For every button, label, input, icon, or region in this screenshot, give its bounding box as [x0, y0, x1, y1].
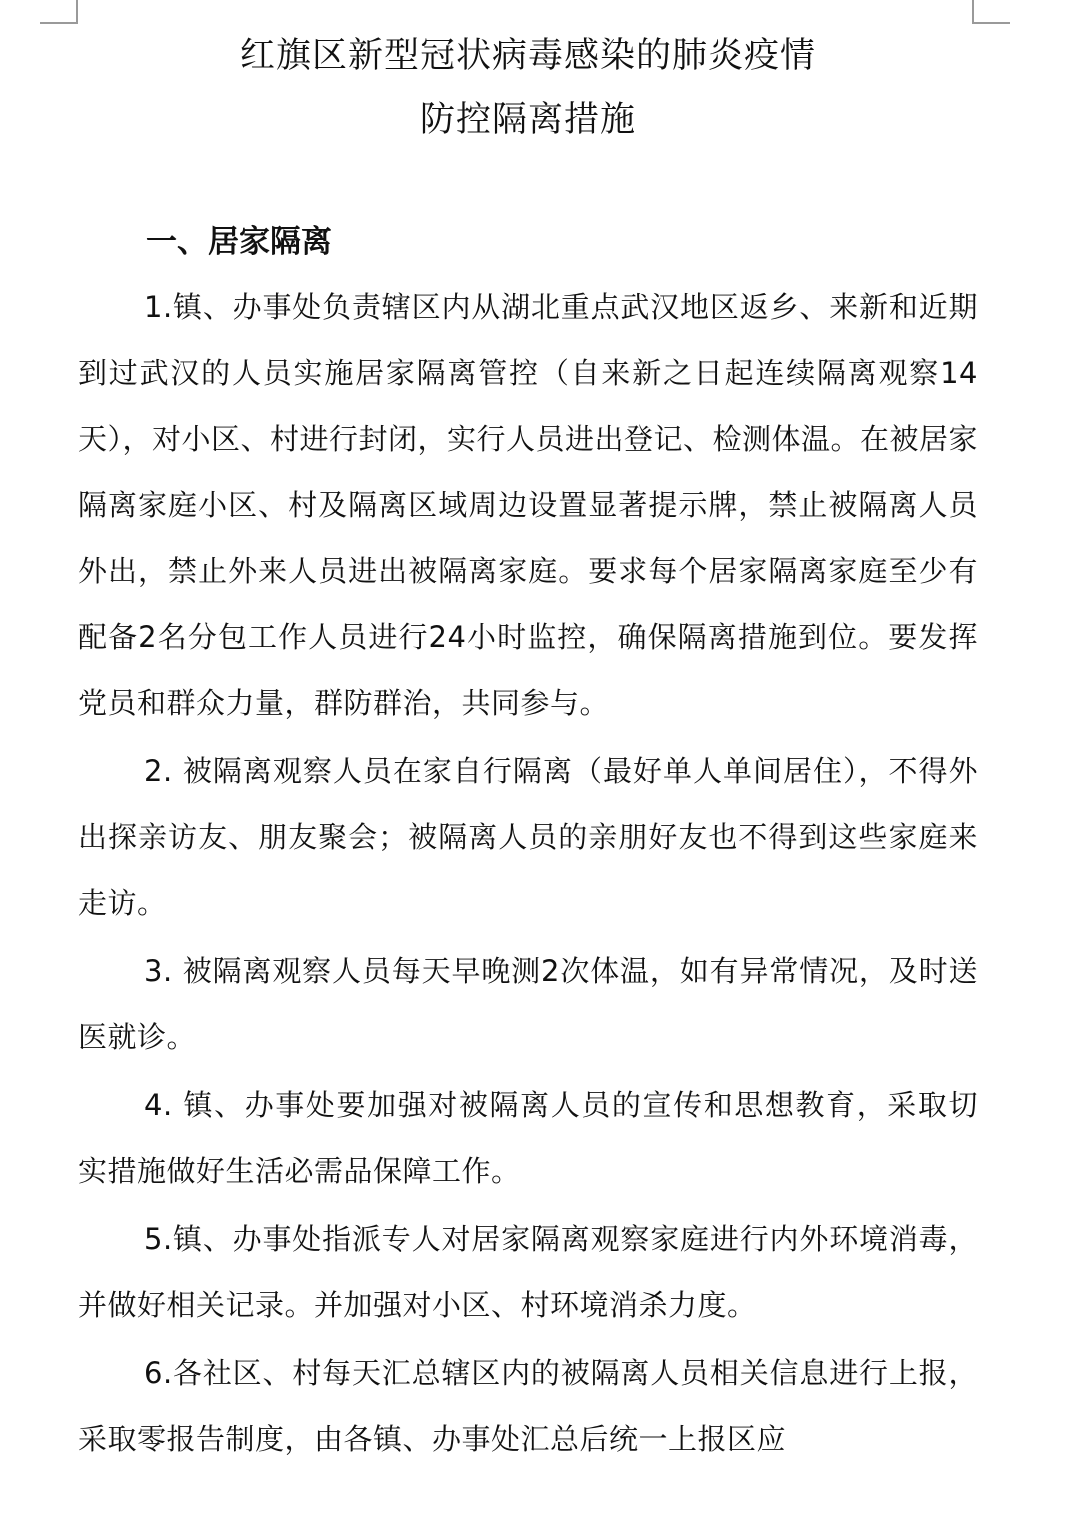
crop-mark-right — [972, 0, 1010, 24]
document-page — [78, 24, 978, 1472]
title-line-1: 红旗区新型冠状病毒感染的肺炎疫情 — [239, 36, 816, 76]
section-heading-home-isolation: 一、居家隔离 — [146, 224, 332, 260]
paragraph-3: 3. 被隔离观察人员每天早晚测2次体温，如有异常情况，及时送医就诊。 — [78, 954, 978, 1054]
crop-mark-left — [40, 0, 78, 24]
paragraph-5: 5.镇、办事处指派专人对居家隔离观察家庭进行内外环境消毒，并做好相关记录。并加强对小区、村环境消杀力度。 — [78, 1222, 978, 1322]
paragraph-6: 6.各社区、村每天汇总辖区内的被隔离人员相关信息进行上报，采取零报告制度，由各镇、办事处汇总后统一上报区应 — [78, 1356, 978, 1456]
paragraph-2: 2. 被隔离观察人员在家自行隔离（最好单人单间居住），不得外出探亲访友、朋友聚会；被隔离人员的亲朋好友也不得到这些家庭来走访。 — [78, 754, 978, 920]
title-line-2: 防控隔离措施 — [419, 100, 636, 140]
document-title — [78, 24, 978, 152]
paragraph-1: 1.镇、办事处负责辖区内从湖北重点武汉地区返乡、来新和近期到过武汉的人员实施居家隔离管控（自来新之日起连续隔离观察14天），对小区、村进行封闭，实行人员进出登记、检测体温。在被居家隔离家庭小区、村及隔离区域周边设置显著提示牌，禁止被隔离人员外出，禁止外来人员进出被隔离家庭。要求每个居家隔离家庭至少有配备2名分包工作人员进行24小时监控，确保隔离措施到位。要发挥党员和群众力量，群防群治，共同参与。 — [78, 290, 979, 720]
paragraph-4: 4. 镇、办事处要加强对被隔离人员的宣传和思想教育，采取切实措施做好生活必需品保障工作。 — [78, 1088, 978, 1188]
